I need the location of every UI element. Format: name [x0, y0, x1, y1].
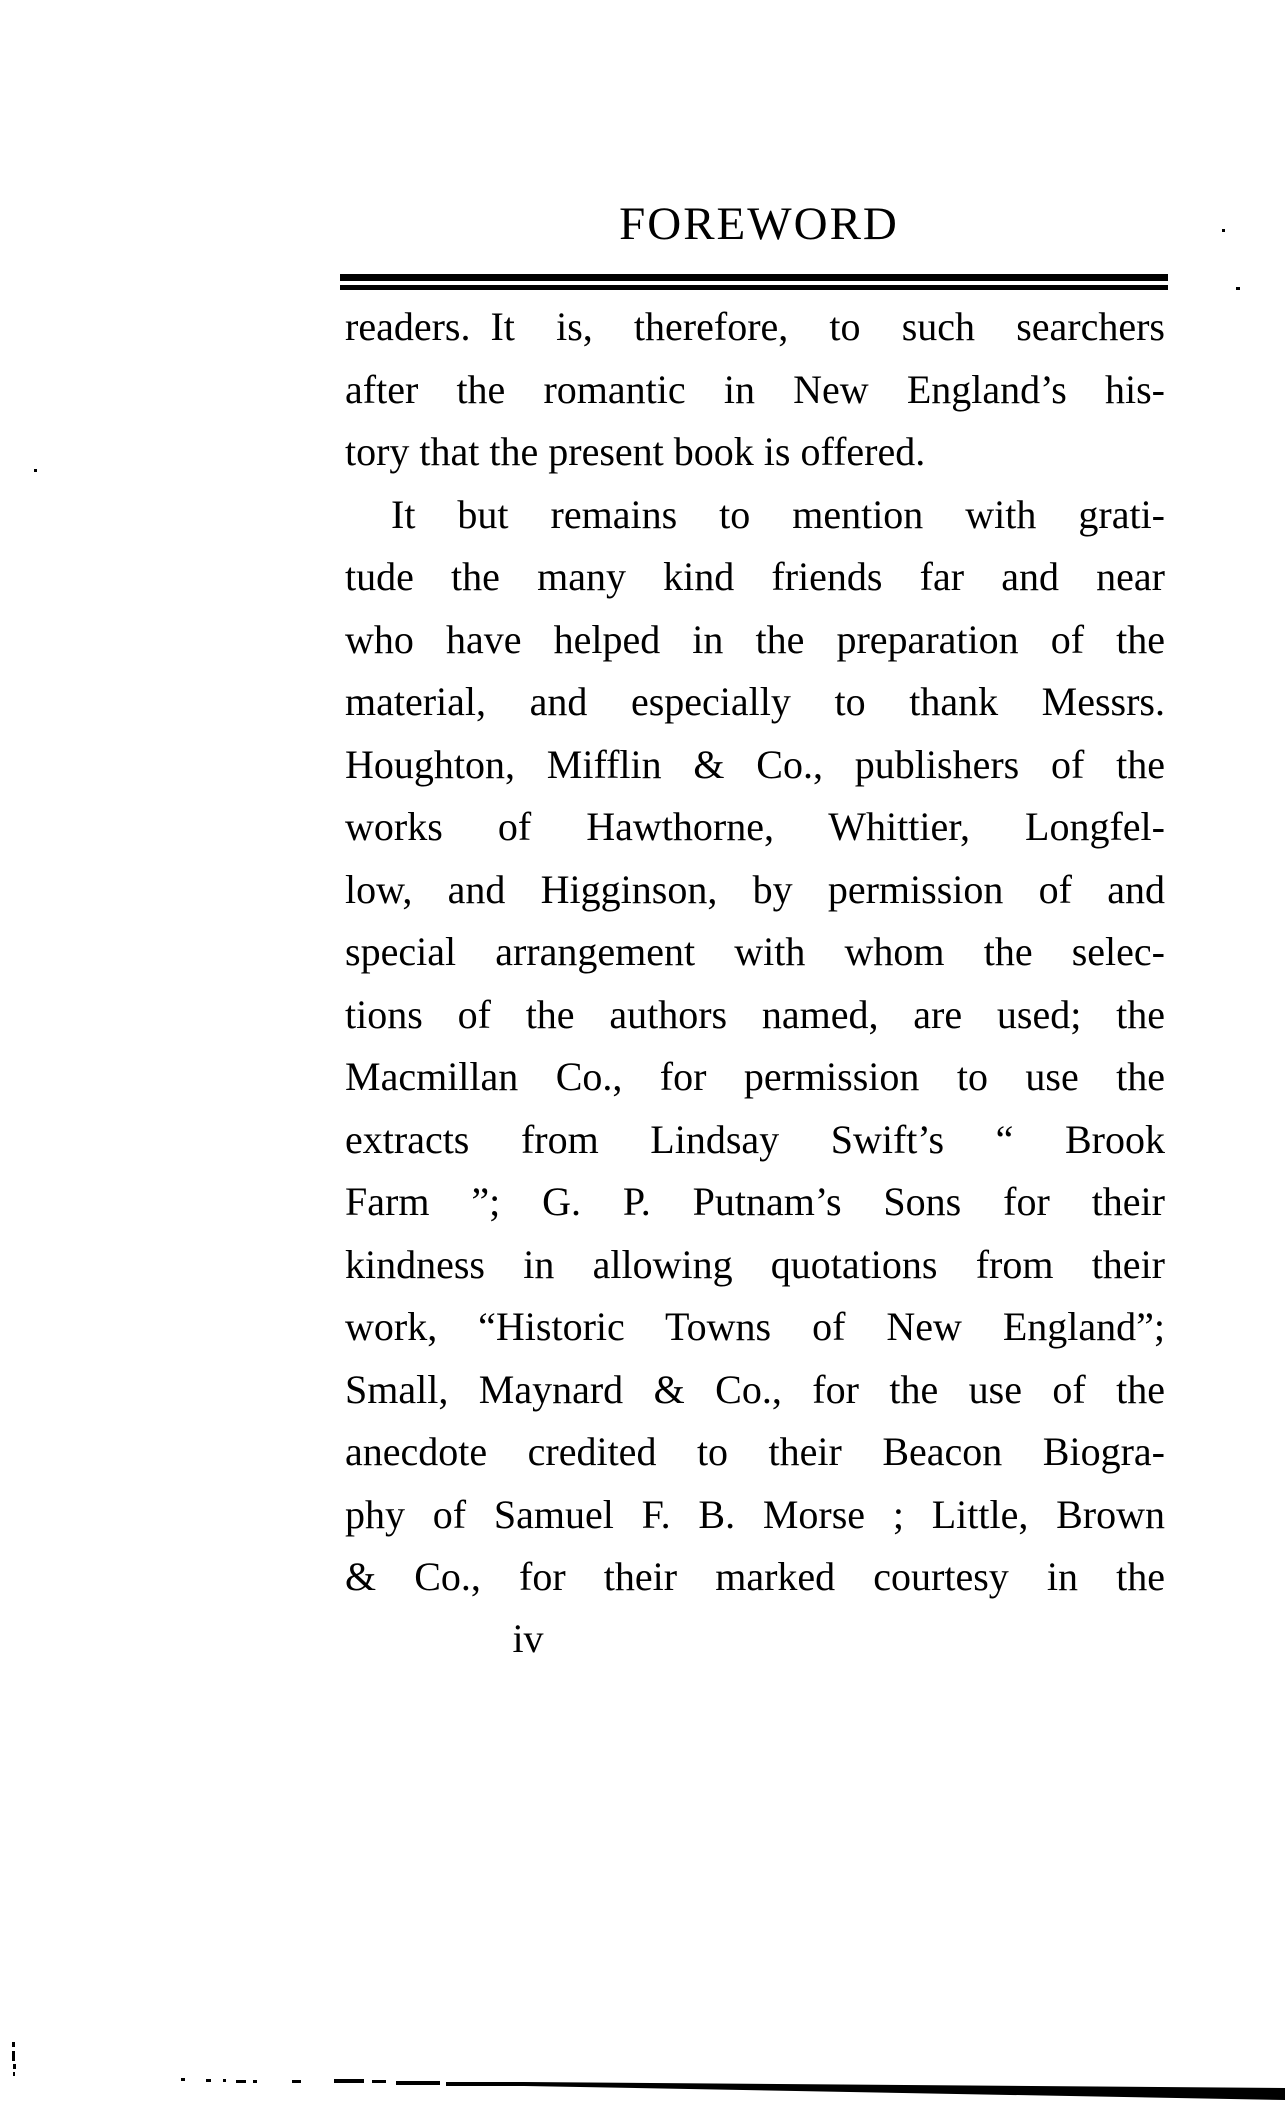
scan-speck	[1236, 287, 1240, 290]
text-line: Small, Maynard & Co., for the use of the	[345, 1366, 1165, 1412]
scan-edge-dot	[253, 2080, 257, 2083]
scan-speck	[34, 469, 37, 472]
text-line: tude the many kind friends far and near	[345, 554, 1165, 599]
scan-edge-line	[524, 2082, 1285, 2100]
text-line: phy of Samuel F. B. Morse ; Little, Brown	[345, 1491, 1165, 1537]
scan-speck	[1222, 229, 1225, 232]
scan-dash-mark	[13, 2064, 16, 2069]
text-line: It but remains to mention with grati-	[391, 491, 1165, 537]
text-line: anecdote credited to their Beacon Biogra-	[345, 1429, 1165, 1474]
text-line: who have helped in the preparation of the	[345, 616, 1165, 662]
text-line: Farm ”; G. P. Putnam’s Sons for their	[345, 1179, 1165, 1224]
scan-edge-dash	[396, 2081, 440, 2085]
text-line: tory that the present book is offered.	[345, 429, 926, 474]
scan-edge-dash	[446, 2082, 524, 2086]
text-line: Houghton, Mifflin & Co., publishers of the	[345, 741, 1165, 787]
text-line: material, and especially to thank Messrs.	[345, 679, 1165, 724]
scan-edge-dot	[223, 2079, 226, 2082]
scan-edge-dash	[372, 2080, 386, 2083]
text-line: readers. It is, therefore, to such searchers	[345, 304, 1165, 349]
text-line: kindness in allowing quotations from their	[345, 1241, 1165, 1287]
scan-dash-mark	[12, 2042, 15, 2047]
text-line: work, “Historic Towns of New England”;	[345, 1304, 1165, 1349]
scan-dash-mark	[12, 2051, 15, 2061]
header-double-rule	[340, 274, 1168, 290]
scan-edge-dot	[181, 2078, 185, 2081]
text-line: extracts from Lindsay Swift’s “ Brook	[345, 1116, 1165, 1162]
text-line: after the romantic in New England’s his-	[345, 366, 1165, 412]
text-line: special arrangement with whom the selec-	[345, 929, 1165, 974]
scan-dash-mark	[13, 2072, 15, 2076]
scan-edge-dash	[334, 2079, 364, 2083]
body-text	[345, 296, 1165, 1609]
scan-edge-dot	[206, 2079, 211, 2082]
text-line: Macmillan Co., for permission to use the	[345, 1054, 1165, 1099]
page-number: iv	[512, 1616, 544, 1661]
page-title: FOREWORD	[619, 198, 899, 250]
scan-edge-dot	[236, 2080, 246, 2083]
text-line: works of Hawthorne, Whittier, Longfel-	[345, 804, 1165, 849]
text-line: & Co., for their marked courtesy in the	[345, 1554, 1165, 1599]
text-line: tions of the authors named, are used; the	[345, 991, 1165, 1037]
scan-edge-dot	[292, 2080, 301, 2083]
text-line: low, and Higginson, by permission of and	[345, 866, 1165, 912]
